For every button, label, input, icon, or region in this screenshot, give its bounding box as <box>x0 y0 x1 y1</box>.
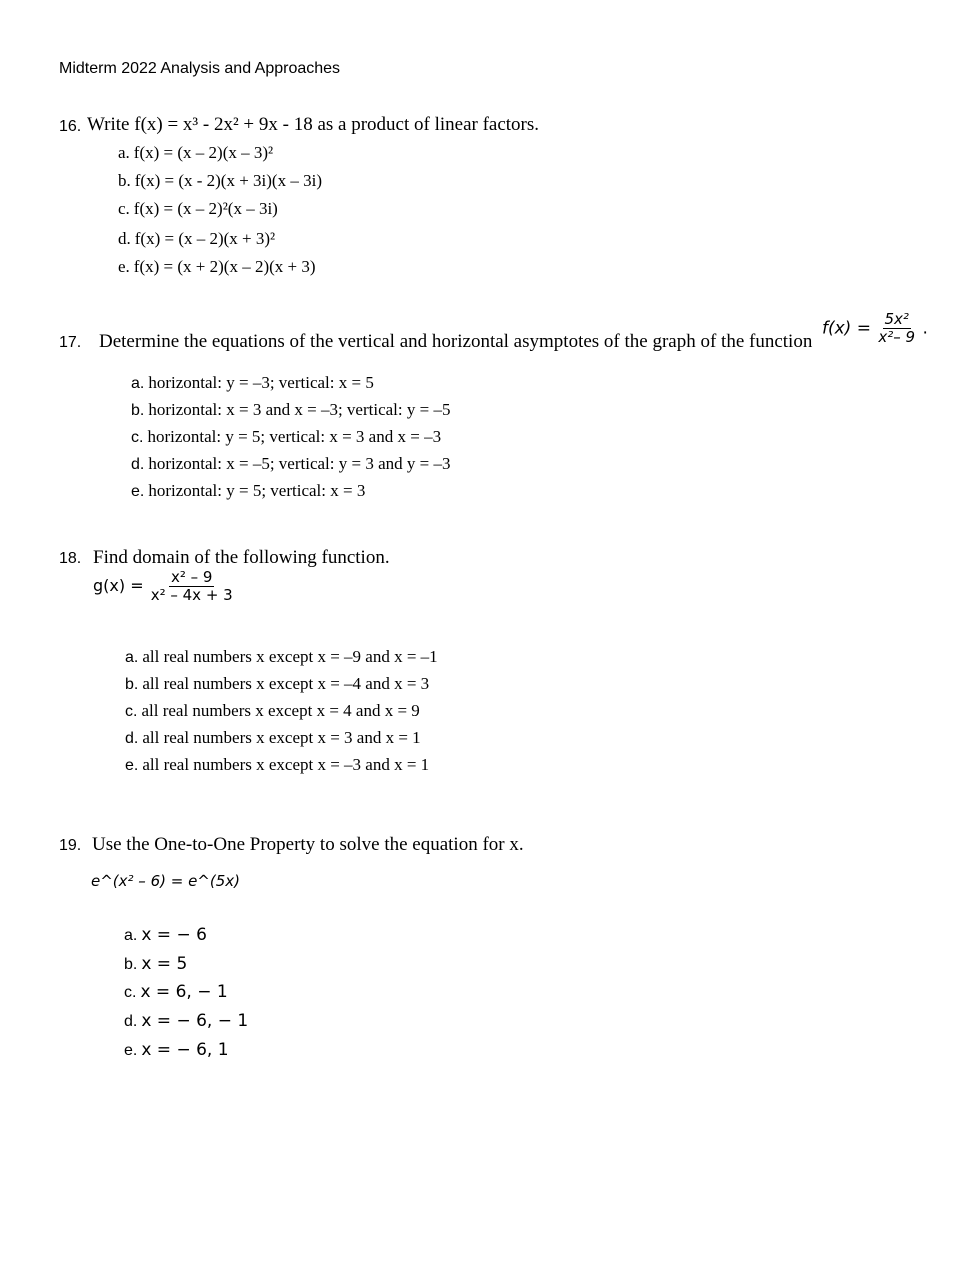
q18-function <box>93 569 235 604</box>
q18-function-denominator: x² – 4x + 3 <box>150 585 233 604</box>
q17-option-c[interactable]: c. horizontal: y = 5; vertical: x = 3 and x = –3 <box>131 427 442 446</box>
question-17-number: 17. <box>59 334 82 351</box>
question-17-text: Determine the equations of the vertical and horizontal asymptotes of the graph of the function <box>99 331 813 352</box>
question-18-number: 18. <box>59 550 82 567</box>
q16-option-c[interactable]: c. f(x) = (x – 2)²(x – 3i) <box>118 199 278 218</box>
q19-option-a[interactable]: a. x = − 6 <box>124 925 207 945</box>
q19-option-e[interactable]: e. x = − 6, 1 <box>124 1040 229 1060</box>
q18-function-lhs: g(x) = <box>93 575 144 595</box>
question-19-number: 19. <box>59 837 82 854</box>
q18-option-c[interactable]: c. all real numbers x except x = 4 and x = 9 <box>125 701 420 720</box>
q17-option-b[interactable]: b. horizontal: x = 3 and x = –3; vertical: y = –5 <box>131 400 451 419</box>
question-16-text: Write f(x) = x³ - 2x² + 9x - 18 as a product of linear factors. <box>87 114 540 135</box>
q16-option-b[interactable]: b. f(x) = (x - 2)(x + 3i)(x – 3i) <box>118 171 322 190</box>
q18-option-b[interactable]: b. all real numbers x except x = –4 and x = 3 <box>125 674 430 693</box>
question-18-text: Find domain of the following function. <box>93 547 390 568</box>
q19-equation: e^(x² – 6) = e^(5x) <box>91 872 240 890</box>
q18-function-numerator: x² – 9 <box>170 568 213 586</box>
q17-function-period: . <box>922 318 928 339</box>
q18-option-e[interactable]: e. all real numbers x except x = –3 and x = 1 <box>125 755 430 774</box>
q17-function-denominator: x²– 9 <box>878 327 916 346</box>
question-19-text: Use the One-to-One Property to solve the equation for x. <box>92 834 524 855</box>
q19-option-d[interactable]: d. x = − 6, − 1 <box>124 1011 249 1031</box>
question-16-number: 16. <box>59 118 82 135</box>
page-header: Midterm 2022 Analysis and Approaches <box>59 60 341 77</box>
q16-option-a[interactable]: a. f(x) = (x – 2)(x – 3)² <box>118 143 274 162</box>
q17-function <box>822 311 928 346</box>
q17-option-a[interactable]: a. horizontal: y = –3; vertical: x = 5 <box>131 373 374 392</box>
q18-option-d[interactable]: d. all real numbers x except x = 3 and x = 1 <box>125 728 421 747</box>
q16-option-e[interactable]: e. f(x) = (x + 2)(x – 2)(x + 3) <box>118 257 316 276</box>
q18-option-a[interactable]: a. all real numbers x except x = –9 and x = –1 <box>125 647 438 666</box>
q16-option-d[interactable]: d. f(x) = (x – 2)(x + 3)² <box>118 229 276 248</box>
q17-option-d[interactable]: d. horizontal: x = –5; vertical: y = 3 and y = –3 <box>131 454 451 473</box>
q17-function-lhs: f(x) = <box>822 318 871 339</box>
q19-option-c[interactable]: c. x = 6, − 1 <box>124 982 228 1002</box>
q17-option-e[interactable]: e. horizontal: y = 5; vertical: x = 3 <box>131 481 366 500</box>
q17-function-numerator: 5x² <box>884 310 909 328</box>
q19-option-b[interactable]: b. x = 5 <box>124 954 188 974</box>
